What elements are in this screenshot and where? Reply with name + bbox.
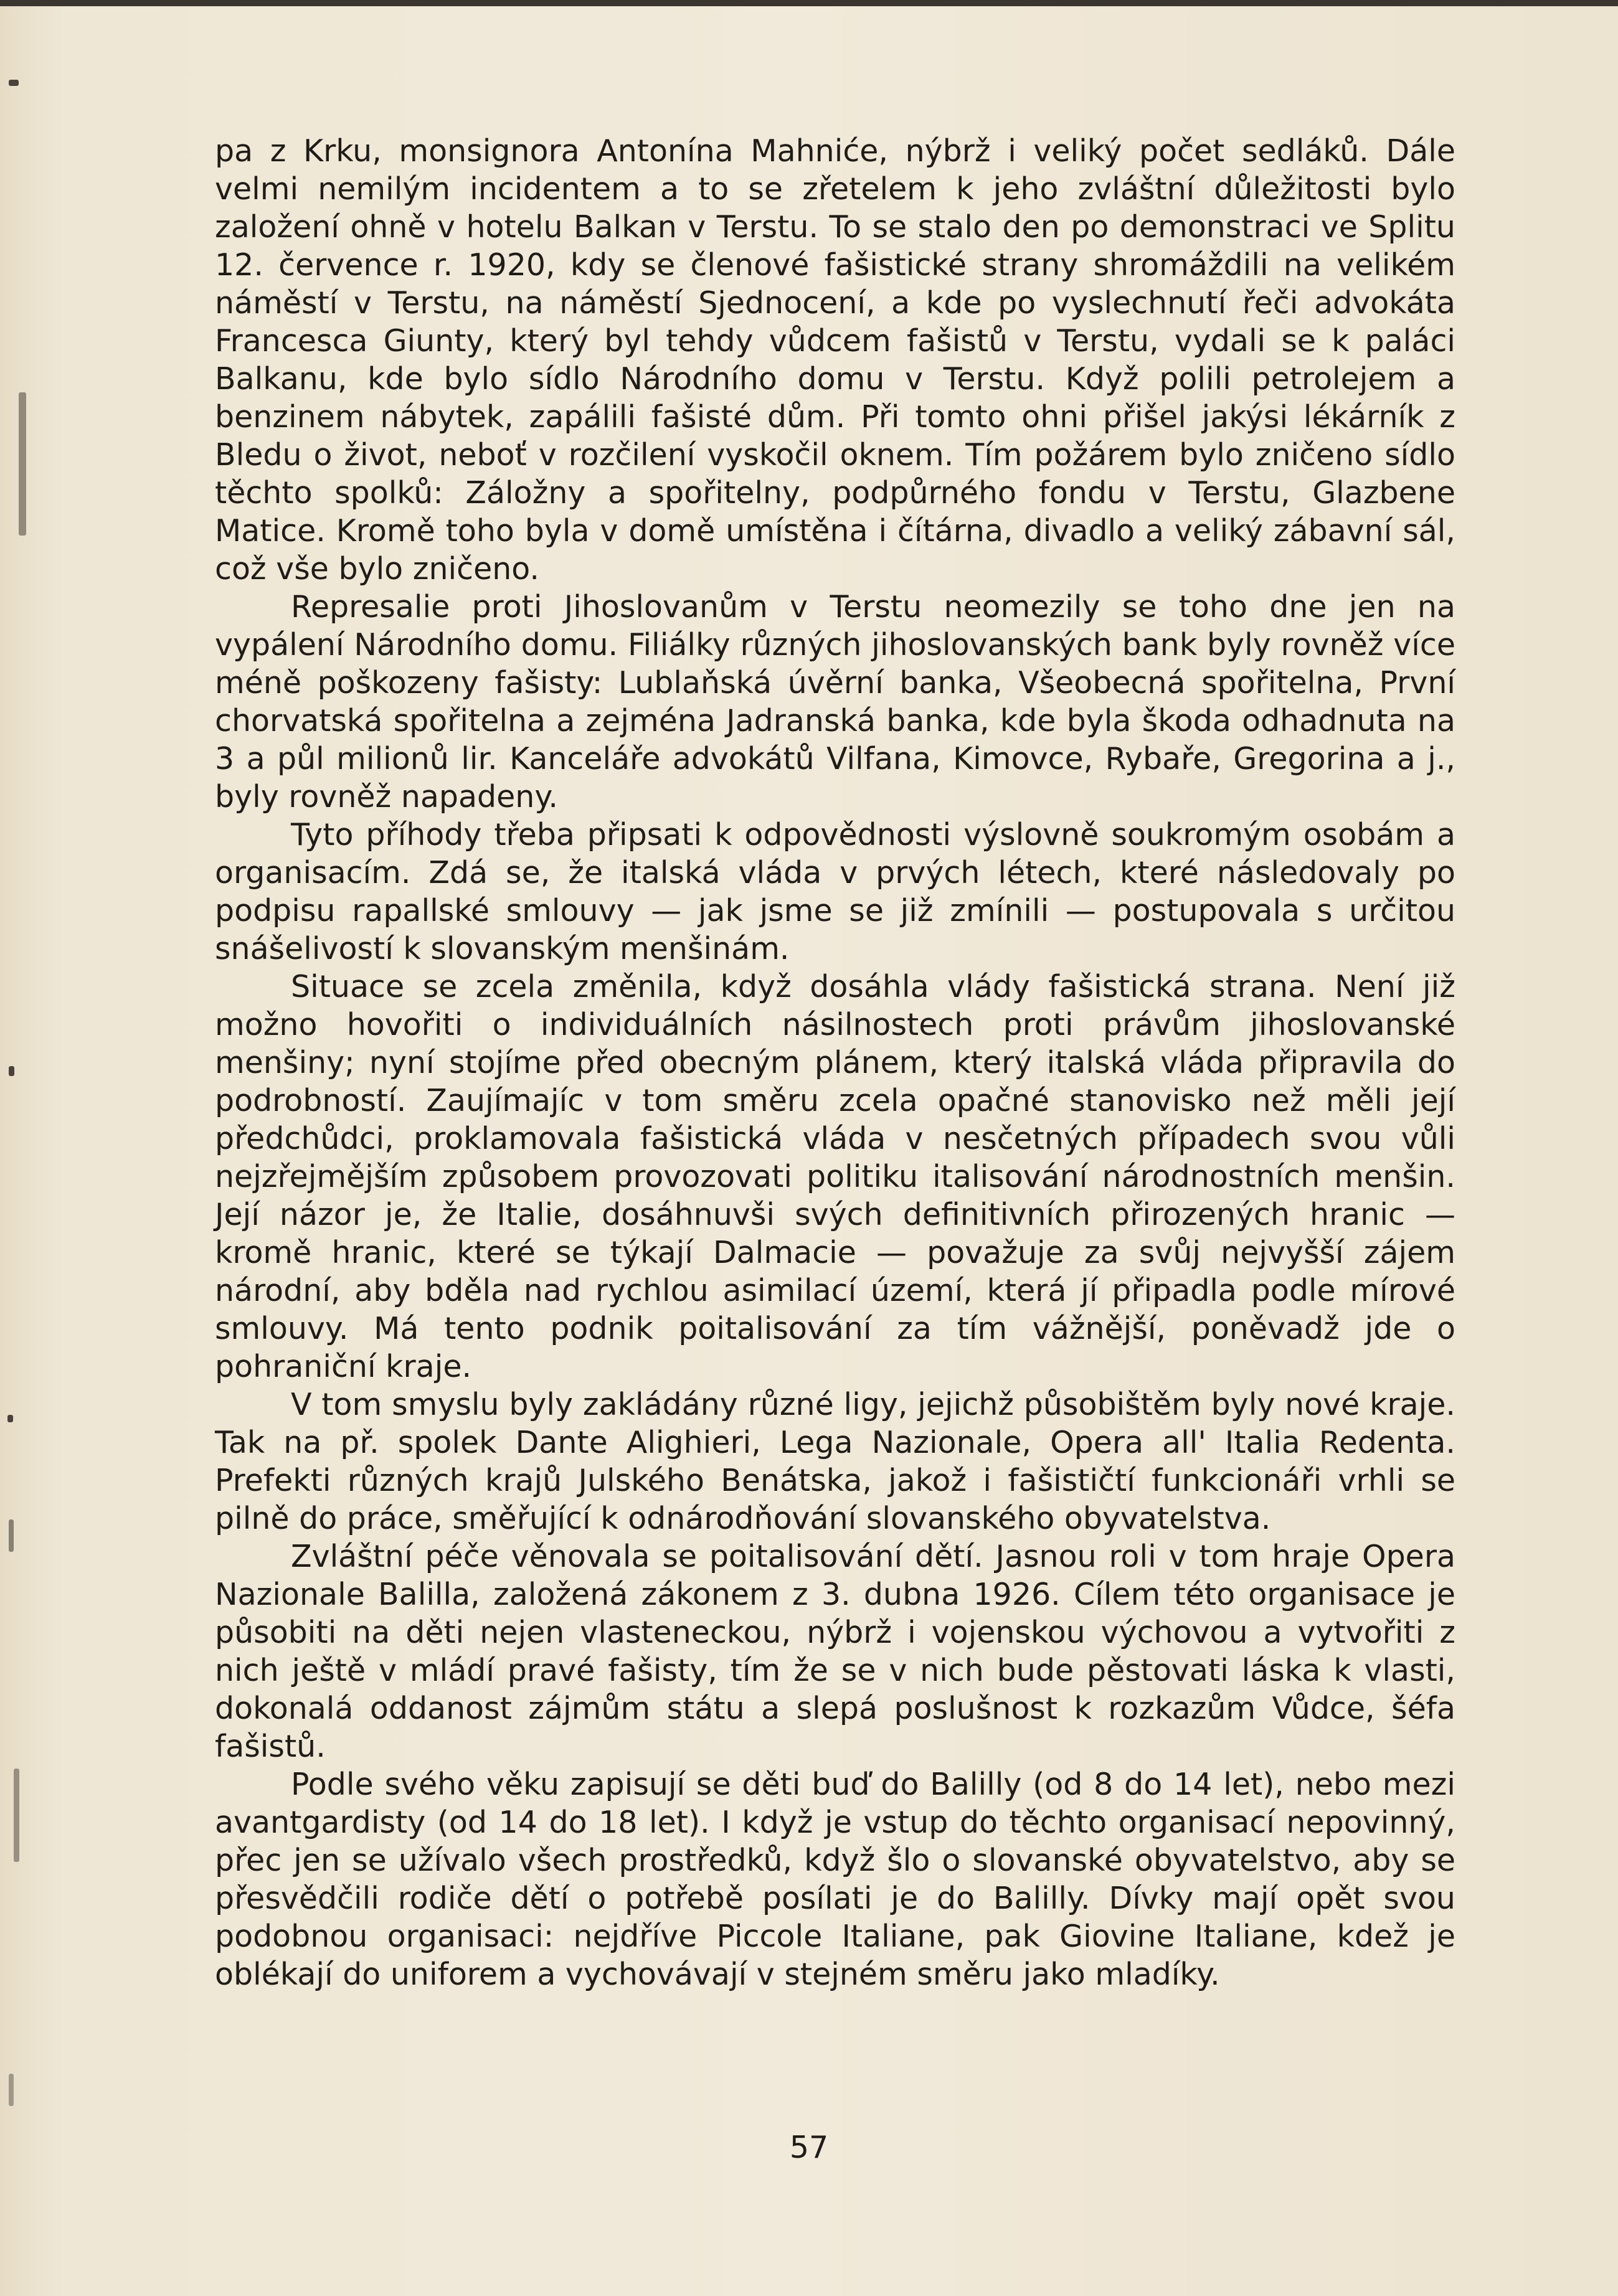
margin-mark [7, 1415, 13, 1422]
paragraph: Podle svého věku zapisují se děti buď do Balilly (od 8 do 14 let), nebo mezi avantgardisty (od 14 do 18 let). I když je vstup do těchto organisací nepovinný, přec jen se užívalo všech prostředků, když šlo o slovanské obyvatelstvo, aby se přesvědčili rodiče dětí o potřebě posílati je do Balilly. Dívky mají opět svou podobnou organisaci: nejdříve Piccole Italiane, pak Giovine Italiane, kdež je oblékají do uniforem a vychovávají v stejném směru jako mladíky. [215, 1767, 1455, 1992]
paragraph: Represalie proti Jihoslovanům v Terstu neomezily se toho dne jen na vypálení Národního domu. Filiálky různých jihoslovanských bank byly rovněž více méně poškozeny fašisty: Lublaňská úvěrní banka, Všeobecná spořitelna, První chorvatská spořitelna a zejména Jadranská banka, kde byla škoda odhadnuta na 3 a půl milionů lir. Kanceláře advokátů Vilfana, Kimovce, Rybaře, Gregorina a j., byly rovněž napadeny. [215, 589, 1455, 815]
paragraph: Situace se zcela změnila, když dosáhla vlády fašistická strana. Není již možno hovořiti o individuálních násilnostech proti právům jihoslovanské menšiny; nyní stojíme před obecným plánem, který italská vláda připravila do podrobností. Zaujímajíc v tom směru zcela opačné stanovisko než měli její předchůdci, proklamovala fašistická vláda v nesčetných případech svou vůli nejzřejmějším způsobem provozovati politiku italisování národnostních menšin. Její názor je, že Italie, dosáhnuvši svých definitivních přirozených hranic — kromě hranic, které se týkají Dalmacie — považuje za svůj nejvyšší zájem národní, aby bděla nad rychlou asimilací území, která jí připadla podle mírové smlouvy. Má tento podnik poitalisování za tím vážnější, poněvadž jde o pohraniční kraje. [215, 969, 1455, 1384]
margin-mark [14, 1769, 19, 1862]
margin-mark [9, 80, 19, 86]
paragraph: Zvláštní péče věnovala se poitalisování dětí. Jasnou roli v tom hraje Opera Nazionale Balilla, založená zákonem z 3. dubna 1926. Cílem této organisace je působiti na děti nejen vlasteneckou, nýbrž i vojenskou výchovou a vytvořiti z nich ještě v mládí pravé fašisty, tím že se v nich bude pěstovati láska k vlasti, dokonalá oddanost zájmům státu a slepá poslušnost k rozkazům Vůdce, šéfa fašistů. [215, 1539, 1455, 1764]
page-top-edge [0, 0, 1618, 6]
page-number: 57 [789, 2130, 829, 2165]
body-text [215, 132, 1455, 1993]
paragraph: pa z Krku, monsignora Antonína Mahniće, nýbrž i veliký počet sedláků. Dále velmi nemilým incidentem a to se zřetelem k jeho zvláštní důležitosti bylo založení ohně v hotelu Balkan v Terstu. To se stalo den po demonstraci ve Splitu 12. července r. 1920, kdy se členové fašistické strany shromáždili na velikém náměstí v Terstu, na náměstí Sjednocení, a kde po vyslechnutí řeči advokáta Francesca Giunty, který byl tehdy vůdcem fašistů v Terstu, vydali se k paláci Balkanu, kde bylo sídlo Národního domu v Terstu. Když polili petrolejem a benzinem nábytek, zapálili fašisté dům. Při tomto ohni přišel jakýsi lékárník z Bledu o život, neboť v rozčilení vyskočil oknem. Tím požárem bylo zničeno sídlo těchto spolků: Záložny a spořitelny, podpůrného fondu v Terstu, Glazbene Matice. Kromě toho byla v domě umístěna i čítárna, divadlo a veliký zábavní sál, což vše bylo zničeno. [215, 133, 1455, 587]
margin-mark [9, 1519, 14, 1552]
margin-mark [19, 392, 26, 536]
paragraph: V tom smyslu byly zakládány různé ligy, jejichž působištěm byly nové kraje. Tak na př. spolek Dante Alighieri, Lega Nazionale, Opera all' Italia Redenta. Prefekti různých krajů Julského Benátska, jakož i fašističtí funkcionáři vrhli se pilně do práce, směřující k odnárodňování slovanského obyvatelstva. [215, 1387, 1455, 1536]
margin-mark [9, 1066, 14, 1076]
paragraph: Tyto příhody třeba připsati k odpovědnosti výslovně soukromým osobám a organisacím. Zdá se, že italská vláda v prvých létech, které následovaly po podpisu rapallské smlouvy — jak jsme se již zmínili — postupovala s určitou snášelivostí k slovanským menšinám. [215, 817, 1455, 966]
margin-mark [9, 2074, 14, 2106]
